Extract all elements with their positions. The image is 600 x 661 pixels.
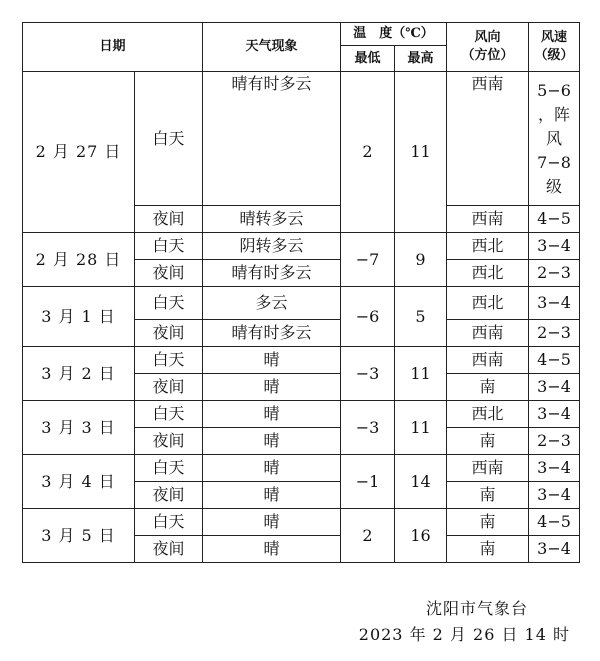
wind-dir-night: 南 [447, 374, 529, 401]
period-day: 白天 [135, 509, 203, 536]
wind-dir-night: 南 [447, 482, 529, 509]
temp-max: 5 [395, 287, 447, 347]
wind-dir-day: 西北 [447, 287, 529, 320]
wind-dir-night: 南 [447, 428, 529, 455]
wind-speed-night: 3−4 [529, 536, 580, 563]
wind-speed-day: 3−4 [529, 401, 580, 428]
period-day: 白天 [135, 347, 203, 374]
header-temperature: 温 度（℃） [341, 23, 447, 46]
wind-dir-day: 西北 [447, 233, 529, 260]
weather-night: 晴转多云 [203, 206, 341, 233]
weather-day: 多云 [203, 287, 341, 320]
forecast-table [22, 22, 580, 563]
wind-speed-night: 2−3 [529, 428, 580, 455]
weather-night: 晴 [203, 428, 341, 455]
wind-speed-day: 3−4 [529, 455, 580, 482]
wind-speed-day: 4−5 [529, 347, 580, 374]
row-date: 3 月 1 日 [23, 287, 135, 347]
period-night: 夜间 [135, 320, 203, 347]
weather-night: 晴有时多云 [203, 320, 341, 347]
weather-day: 晴 [203, 347, 341, 374]
weather-day: 阴转多云 [203, 233, 341, 260]
weather-night: 晴 [203, 482, 341, 509]
temp-min: 2 [341, 509, 395, 563]
wind-speed-day: 5−6 ，阵 风 7−8 级 [529, 72, 580, 206]
period-night: 夜间 [135, 482, 203, 509]
temp-max: 11 [395, 401, 447, 455]
wind-dir-night: 西南 [447, 206, 529, 233]
wind-speed-day: 3−4 [529, 287, 580, 320]
period-night: 夜间 [135, 428, 203, 455]
temp-max: 14 [395, 455, 447, 509]
temp-max: 9 [395, 233, 447, 287]
temp-min: −6 [341, 287, 395, 347]
wind-speed-day: 3−4 [529, 233, 580, 260]
temp-min: −3 [341, 401, 395, 455]
wind-dir-day: 西南 [447, 455, 529, 482]
issuing-organization: 沈阳市气象台 [425, 599, 528, 618]
period-night: 夜间 [135, 374, 203, 401]
period-day: 白天 [135, 287, 203, 320]
weather-night: 晴 [203, 536, 341, 563]
period-day: 白天 [135, 401, 203, 428]
wind-dir-day: 南 [447, 509, 529, 536]
temp-min: 2 [341, 72, 395, 233]
wind-speed-night: 2−3 [529, 320, 580, 347]
row-date: 3 月 4 日 [23, 455, 135, 509]
wind-speed-night: 3−4 [529, 374, 580, 401]
header-min-temp: 最低 [341, 46, 395, 72]
period-day: 白天 [135, 233, 203, 260]
temp-min: −1 [341, 455, 395, 509]
weather-night: 晴 [203, 374, 341, 401]
period-day: 白天 [135, 72, 203, 206]
temp-min: −7 [341, 233, 395, 287]
row-date: 3 月 3 日 [23, 401, 135, 455]
wind-dir-day: 西南 [447, 347, 529, 374]
period-night: 夜间 [135, 206, 203, 233]
wind-dir-night: 西北 [447, 260, 529, 287]
temp-max: 11 [395, 72, 447, 233]
issue-time: 2023 年 2 月 26 日 14 时 [358, 625, 570, 644]
wind-dir-night: 南 [447, 536, 529, 563]
header-wind-direction: 风向 （方位） [447, 23, 529, 72]
wind-speed-night: 4−5 [529, 206, 580, 233]
row-date: 3 月 5 日 [23, 509, 135, 563]
temp-max: 11 [395, 347, 447, 401]
wind-dir-night: 西南 [447, 320, 529, 347]
row-date: 3 月 2 日 [23, 347, 135, 401]
wind-speed-day: 4−5 [529, 509, 580, 536]
wind-speed-night: 3−4 [529, 482, 580, 509]
period-night: 夜间 [135, 260, 203, 287]
temp-max: 16 [395, 509, 447, 563]
weather-day: 晴 [203, 509, 341, 536]
row-date: 2 月 27 日 [23, 72, 135, 233]
row-date: 2 月 28 日 [23, 233, 135, 287]
weather-night: 晴有时多云 [203, 260, 341, 287]
header-weather: 天气现象 [203, 23, 341, 72]
wind-dir-day: 西北 [447, 401, 529, 428]
wind-dir-day: 西南 [447, 72, 529, 206]
weather-day: 晴 [203, 401, 341, 428]
weather-day: 晴 [203, 455, 341, 482]
temp-min: −3 [341, 347, 395, 401]
wind-speed-night: 2−3 [529, 260, 580, 287]
header-date: 日期 [23, 23, 203, 72]
period-day: 白天 [135, 455, 203, 482]
period-night: 夜间 [135, 536, 203, 563]
header-wind-speed: 风速 （级） [529, 23, 580, 72]
weather-day: 晴有时多云 [203, 72, 341, 206]
header-max-temp: 最高 [395, 46, 447, 72]
